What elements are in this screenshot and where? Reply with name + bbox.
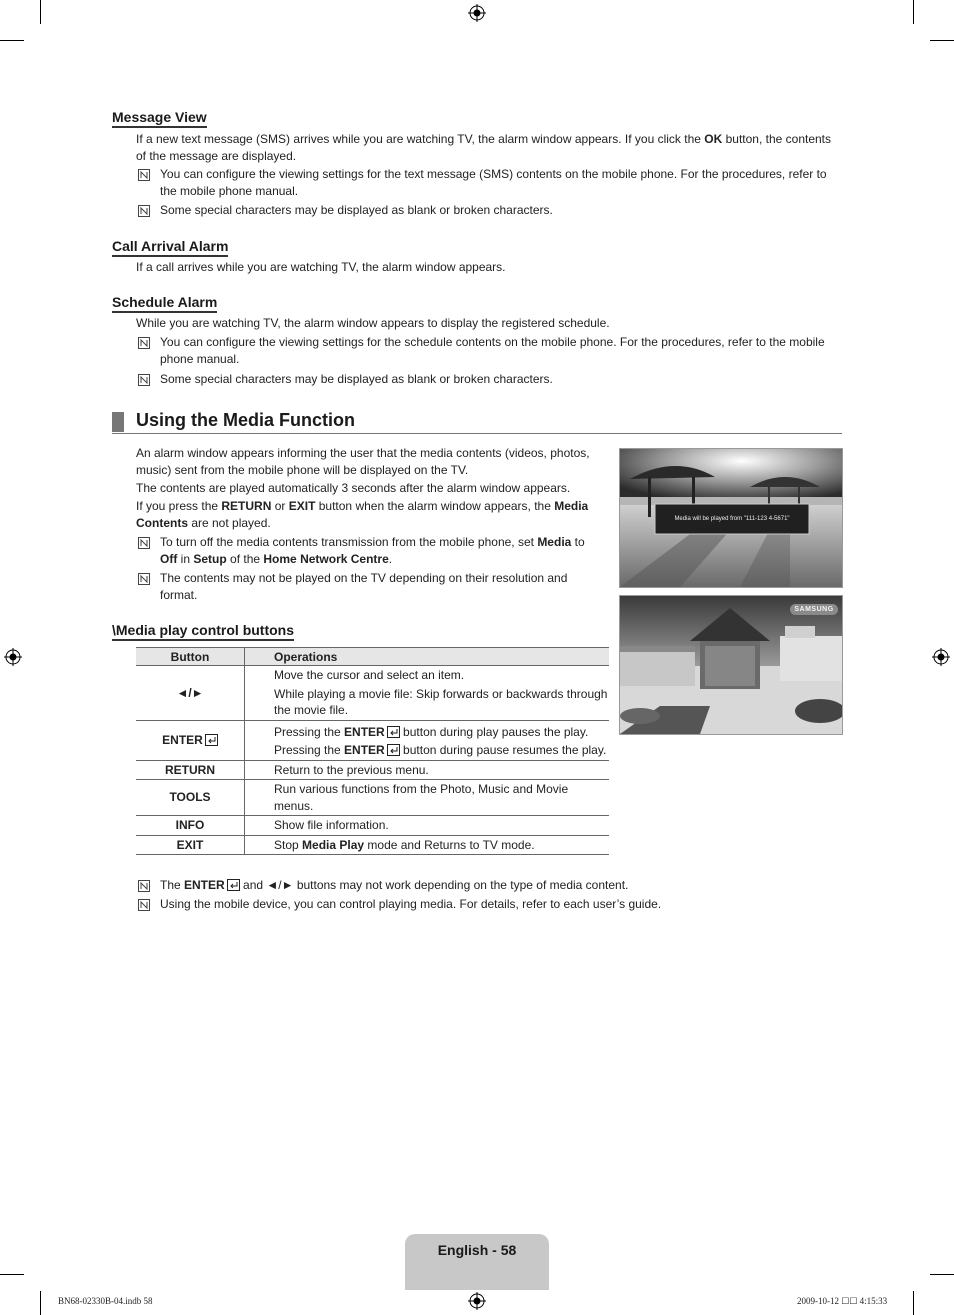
note-icon — [138, 337, 150, 349]
media-function-heading: Using the Media Function — [136, 410, 355, 430]
operation-cell: Show file information. — [245, 816, 610, 836]
crop-mark — [0, 40, 24, 41]
button-cell: TOOLS — [136, 780, 245, 816]
alarm-window-text: Media will be played from "111-123 4-5671" — [674, 516, 790, 522]
crop-mark — [0, 1274, 24, 1275]
registration-mark-icon — [468, 1292, 486, 1310]
note-text: You can configure the viewing settings for the schedule contents on the mobile phone. For the procedures, refer to the mobile phone manual. — [160, 335, 825, 366]
table-header-row — [136, 648, 609, 666]
crop-mark — [930, 1274, 954, 1275]
note-text: To turn off the media contents transmission from the mobile phone, set Media to Off in Setup of the Home Network Centre. — [160, 535, 585, 566]
crop-mark — [913, 0, 914, 24]
crop-mark — [40, 1291, 41, 1315]
media-paragraph: The contents are played automatically 3 seconds after the alarm window appears. — [136, 481, 571, 495]
table-row — [136, 780, 609, 816]
schedule-alarm-heading: Schedule Alarm — [112, 294, 217, 313]
button-cell: ◄/► — [136, 666, 245, 721]
operation-cell: Run various functions from the Photo, Music and Movie menus. — [245, 780, 610, 816]
beach-screenshot — [619, 448, 843, 588]
crop-mark — [913, 1291, 914, 1315]
button-cell: EXIT — [136, 835, 245, 855]
table-row — [136, 760, 609, 780]
control-buttons-heading: \Media play control buttons — [112, 622, 294, 641]
operation-cell: Move the cursor and select an item. While playing a movie file: Skip forwards or backwards through the movie file. — [245, 666, 610, 721]
page-number: English - 58 — [437, 1242, 517, 1258]
operation-cell: Return to the previous menu. — [245, 760, 610, 780]
enter-icon — [387, 744, 400, 756]
section-divider — [112, 433, 842, 434]
registration-mark-icon — [4, 648, 22, 666]
media-paragraph: An alarm window appears informing the user that the media contents (videos, photos, music) sent from the mobile phone will be displayed on the TV. — [136, 446, 590, 477]
registration-mark-icon — [932, 648, 950, 666]
button-cell: ENTER — [136, 720, 245, 760]
operation-cell: Stop Media Play mode and Returns to TV mode. — [245, 835, 610, 855]
samsung-logo: SAMSUNG — [790, 604, 838, 615]
note-text: Some special characters may be displayed as blank or broken characters. — [160, 372, 553, 386]
column-header-operations: Operations — [245, 648, 610, 666]
table-row — [136, 835, 609, 855]
table-row — [136, 816, 609, 836]
footer-date: 2009-10-12 ☐☐ 4:15:33 — [797, 1296, 888, 1306]
registration-mark-icon — [468, 4, 486, 22]
operation-cell: Pressing the ENTER button during play pauses the play. Pressing the ENTER button during pause resumes the play. — [245, 720, 610, 760]
button-cell: INFO — [136, 816, 245, 836]
gazebo-screenshot — [619, 595, 843, 735]
column-header-button: Button — [136, 648, 245, 666]
note-text: The ENTER and ◄/► buttons may not work depending on the type of media content. — [160, 878, 629, 892]
control-buttons-table — [136, 647, 609, 855]
call-arrival-heading: Call Arrival Alarm — [112, 238, 228, 257]
enter-icon — [205, 734, 218, 746]
enter-icon — [227, 879, 240, 891]
note-icon — [138, 374, 150, 386]
note-icon — [138, 880, 150, 892]
call-arrival-text: If a call arrives while you are watching TV, the alarm window appears. — [136, 260, 506, 274]
crop-mark — [930, 40, 954, 41]
message-view-heading: Message View — [112, 109, 207, 128]
note-text: Using the mobile device, you can control playing media. For details, refer to each user’s guide. — [160, 897, 662, 911]
section-bar — [112, 412, 124, 432]
media-paragraph: If you press the RETURN or EXIT button when the alarm window appears, the Media Contents are not played. — [136, 499, 589, 530]
note-icon — [138, 205, 150, 217]
note-text: You can configure the viewing settings for the text message (SMS) contents on the mobile phone. For the procedures, refer to the mobile phone manual. — [160, 167, 827, 198]
note-icon — [138, 169, 150, 181]
enter-icon — [387, 726, 400, 738]
footer-file: BN68-02330B-04.indb 58 — [58, 1296, 153, 1306]
note-icon — [138, 537, 150, 549]
note-icon — [138, 899, 150, 911]
note-text: Some special characters may be displayed as blank or broken characters. — [160, 203, 553, 217]
table-row — [136, 720, 609, 760]
message-view-text: If a new text message (SMS) arrives while you are watching TV, the alarm window appears. If you click the OK button, the contents of the message are displayed. — [136, 132, 832, 163]
button-cell: RETURN — [136, 760, 245, 780]
crop-mark — [40, 0, 41, 24]
table-row — [136, 666, 609, 721]
note-text: The contents may not be played on the TV depending on their resolution and format. — [160, 571, 568, 602]
schedule-alarm-text: While you are watching TV, the alarm window appears to display the registered schedule. — [136, 316, 610, 330]
note-icon — [138, 573, 150, 585]
